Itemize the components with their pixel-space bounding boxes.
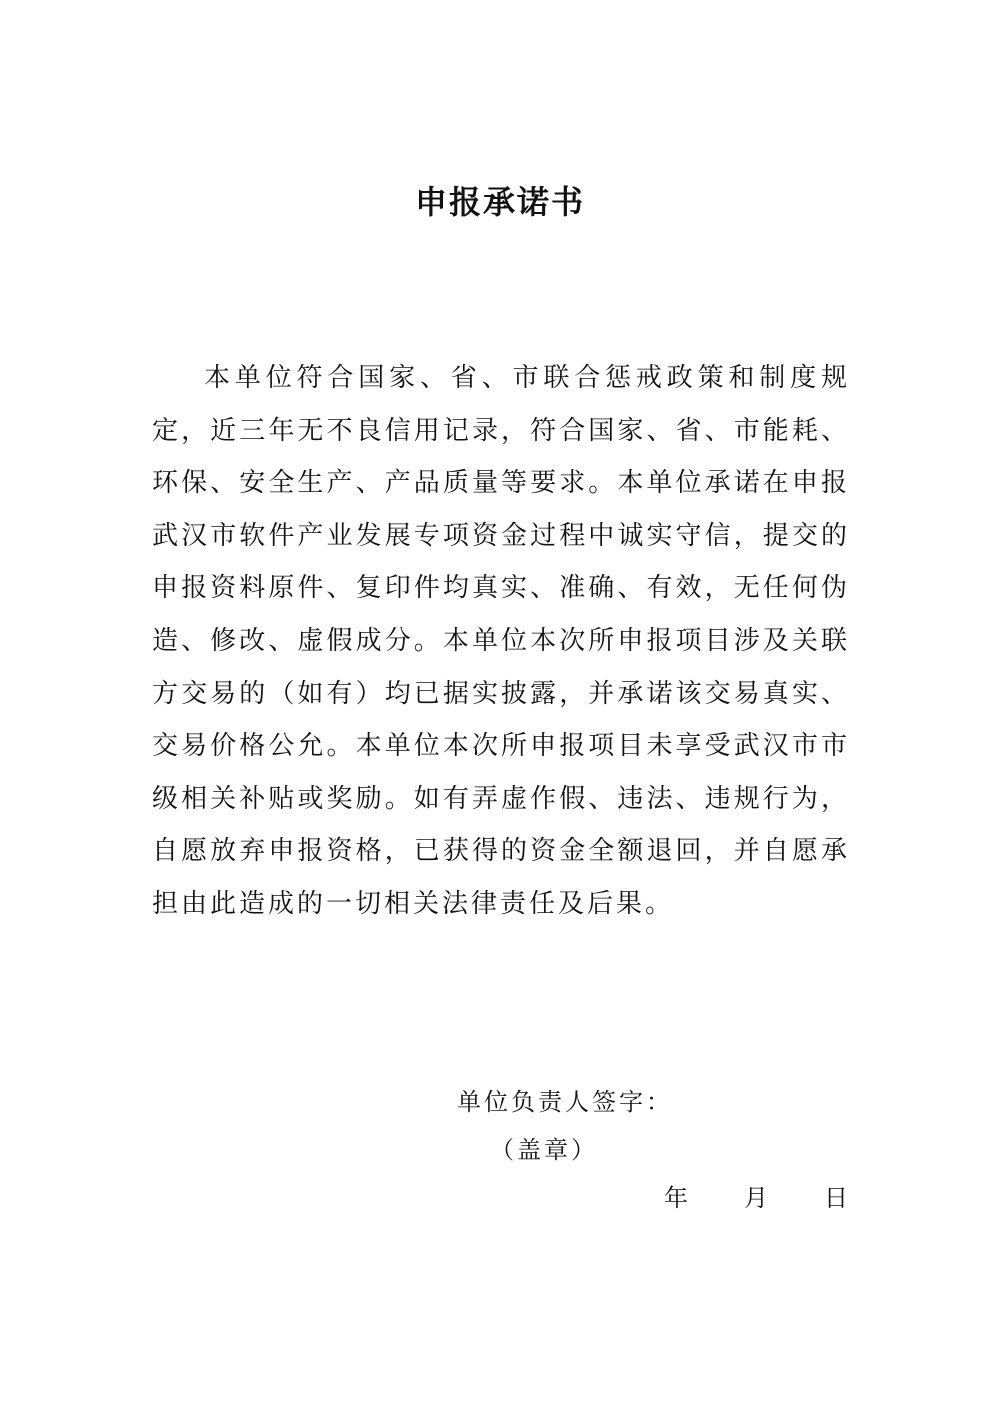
document-title: 申报承诺书 bbox=[414, 183, 585, 221]
date-line bbox=[660, 1178, 850, 1218]
date-year-label: 年 bbox=[664, 1184, 688, 1212]
commitment-body: 本单位符合国家、省、市联合惩戒政策和制度规定，近三年无不良信用记录，符合国家、省、市能耗、环保、安全生产、产品质量等要求。本单位承诺在申报武汉市软件产业发展专项资金过程中诚实守信，提交的申报资料原件、复印件均真实、准确、有效，无任何伪造、修改、虚假成分。本单位本次所申报项目涉及关联方交易的（如有）均已据实披露，并承诺该交易真实、交易价格公允。本单位本次所申报项目未享受武汉市市级相关补贴或奖励。如有弄虚作假、违法、违规行为，自愿放弃申报资格，已获得的资金全额退回，并自愿承担由此造成的一切相关法律责任及后果。 bbox=[152, 363, 850, 919]
signature-label: 单位负责人签字： bbox=[457, 1088, 673, 1116]
date-day-label: 日 bbox=[824, 1184, 848, 1212]
seal-note: （盖章） bbox=[490, 1136, 598, 1164]
date-month-label: 月 bbox=[744, 1184, 768, 1212]
